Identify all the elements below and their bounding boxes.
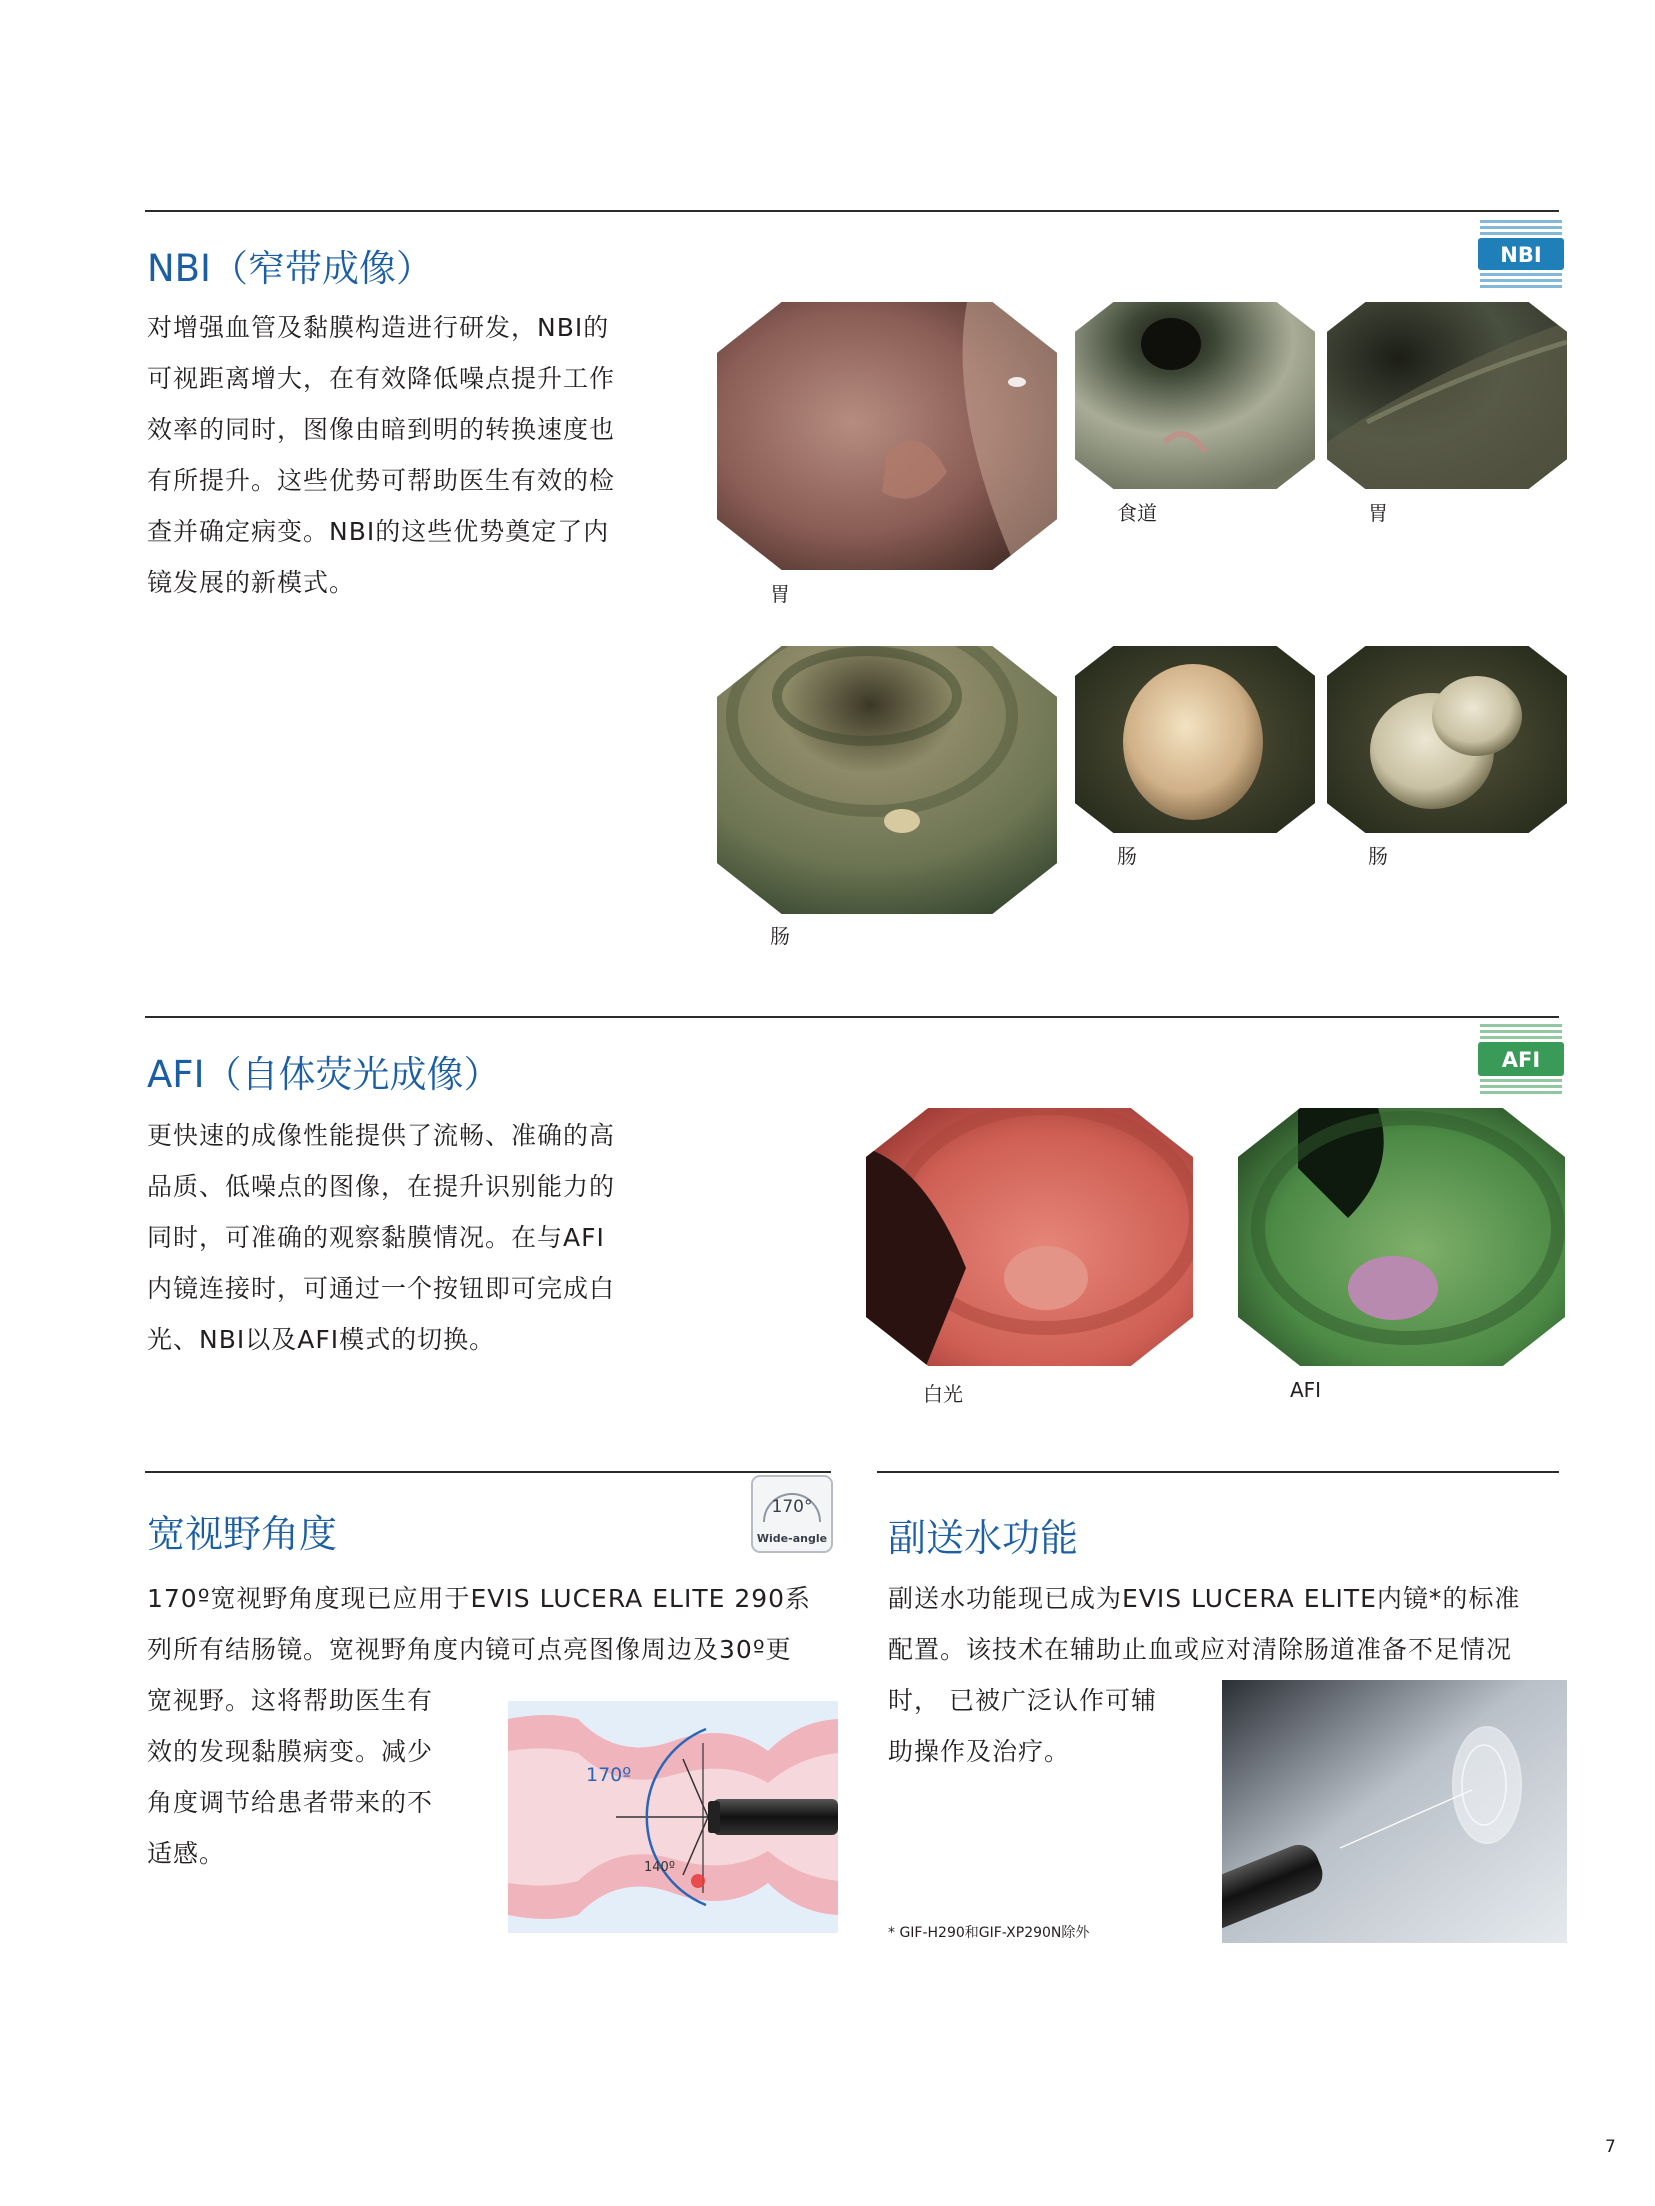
nbi-esophagus-image (1075, 302, 1315, 489)
nbi-line: 有所提升。这些优势可帮助医生有效的检 (147, 466, 616, 495)
wide-title: 宽视野角度 (147, 1512, 338, 1556)
nbi-polyp-image-2 (1327, 646, 1567, 833)
water-line: 配置。该技术在辅助止血或应对清除肠道准备不足情况 (888, 1635, 1513, 1664)
wide-line: 170º宽视野角度现已应用于EVIS LUCERA ELITE 290系 (147, 1584, 812, 1613)
nbi-stomach-small-image (1327, 302, 1567, 489)
water-line: 助操作及治疗。 (888, 1737, 1071, 1766)
afi-section-rule (145, 1016, 1559, 1018)
nbi-caption: 肠 (1117, 844, 1137, 868)
water-line: 时， 已被广泛认作可辅 (888, 1686, 1157, 1715)
afi-badge (1478, 1022, 1564, 1096)
nbi-caption: 肠 (1368, 844, 1388, 868)
afi-title: AFI（自体荧光成像） (147, 1053, 501, 1096)
nbi-line: 可视距离增大，在有效降低噪点提升工作 (147, 364, 616, 393)
afi-line: 更快速的成像性能提供了流畅、准确的高 (147, 1121, 616, 1150)
water-section-rule (877, 1471, 1559, 1473)
water-body-narrow (888, 1675, 1228, 1777)
wide-body-full (147, 1573, 847, 1675)
wide-section-rule (145, 1471, 831, 1473)
nbi-badge (1478, 218, 1564, 290)
wide-line: 宽视野。这将帮助医生有 (147, 1686, 434, 1715)
wide-diagram-inner-angle: 140º (644, 1860, 675, 1875)
nbi-caption: 胃 (770, 582, 790, 606)
page-number: 7 (1605, 2137, 1616, 2157)
water-footnote: * GIF-H290和GIF-XP290N除外 (888, 1925, 1090, 1941)
nbi-stomach-image (717, 302, 1057, 570)
nbi-line: 查并确定病变。NBI的这些优势奠定了内 (147, 517, 610, 546)
afi-line: 内镜连接时，可通过一个按钮即可完成白 (147, 1274, 616, 1303)
nbi-caption: 胃 (1368, 501, 1388, 525)
nbi-line: 对增强血管及黏膜构造进行研发，NBI的 (147, 313, 610, 342)
afi-white-light-image (866, 1108, 1193, 1366)
nbi-badge-label: NBI (1500, 243, 1542, 267)
water-line: 副送水功能现已成为EVIS LUCERA ELITE内镜*的标准 (888, 1584, 1521, 1613)
wide-line: 适感。 (147, 1839, 226, 1868)
afi-line: 同时，可准确的观察黏膜情况。在与AFI (147, 1223, 605, 1252)
wide-diagram-outer-angle: 170º (586, 1764, 632, 1786)
afi-caption: AFI (1290, 1378, 1322, 1402)
nbi-caption: 肠 (770, 924, 790, 948)
nbi-colon-image (717, 646, 1057, 914)
wide-line: 列所有结肠镜。宽视野角度内镜可点亮图像周边及30º更 (147, 1635, 792, 1664)
wide-angle-badge-label: Wide-angle (756, 1532, 828, 1545)
water-jet-photo (1222, 1680, 1567, 1943)
wide-angle-diagram (508, 1701, 838, 1933)
wide-angle-badge (750, 1474, 834, 1554)
afi-caption: 白光 (923, 1382, 963, 1406)
nbi-line: 镜发展的新模式。 (147, 568, 356, 597)
afi-badge-label: AFI (1501, 1048, 1541, 1072)
wide-line: 角度调节给患者带来的不 (147, 1788, 434, 1817)
nbi-body (147, 302, 667, 608)
wide-body-narrow (147, 1675, 487, 1879)
water-body-full (888, 1573, 1588, 1675)
nbi-caption: 食道 (1117, 501, 1157, 525)
nbi-line: 效率的同时，图像由暗到明的转换速度也 (147, 415, 616, 444)
nbi-section-rule (145, 210, 1559, 212)
wide-line: 效的发现黏膜病变。减少 (147, 1737, 434, 1766)
wide-angle-badge-value: 170° (771, 1497, 813, 1517)
water-title: 副送水功能 (888, 1516, 1079, 1560)
nbi-polyp-image (1075, 646, 1315, 833)
afi-fluorescence-image (1238, 1108, 1565, 1366)
afi-line: 品质、低噪点的图像，在提升识别能力的 (147, 1172, 616, 1201)
afi-line: 光、NBI以及AFI模式的切换。 (147, 1325, 496, 1354)
nbi-title: NBI（窄带成像） (147, 247, 433, 290)
afi-body (147, 1110, 667, 1365)
